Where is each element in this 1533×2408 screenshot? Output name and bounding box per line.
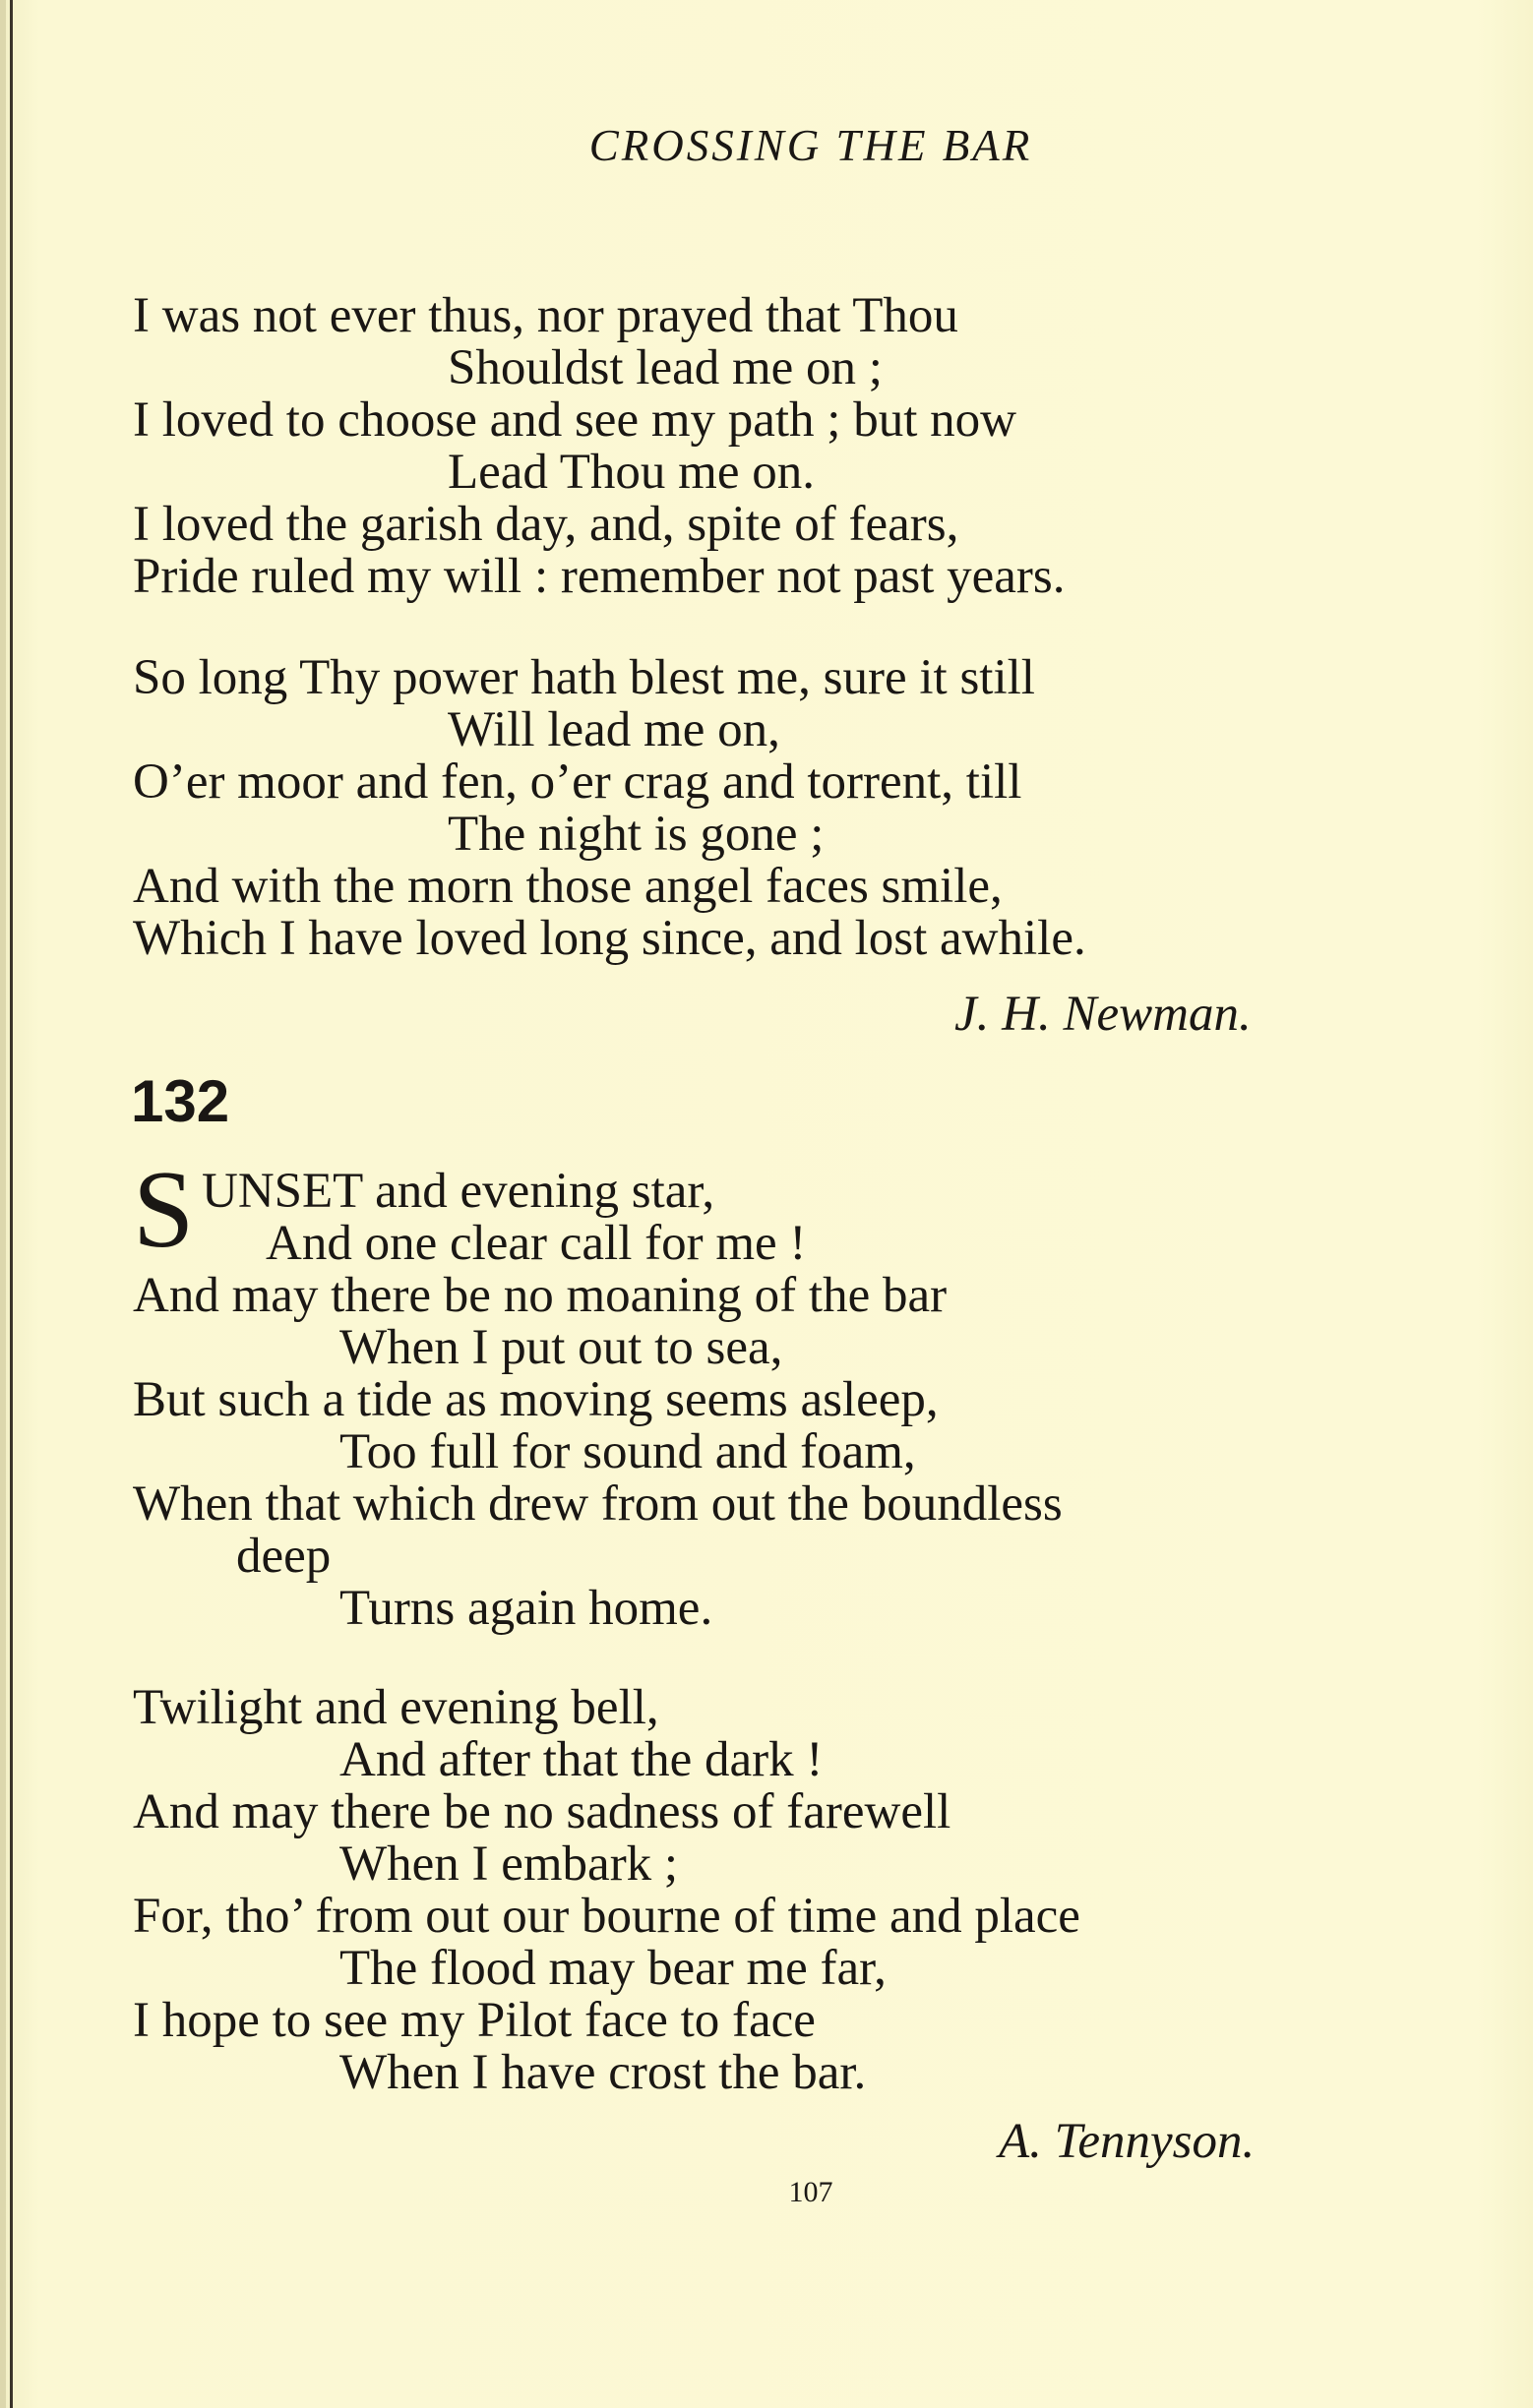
page-edge	[0, 0, 6, 2408]
poem-line: So long Thy power hath blest me, sure it still	[133, 650, 1035, 705]
tennyson-stanza-1	[133, 1166, 1063, 1635]
page-number: 107	[788, 2176, 833, 2208]
poem-line: And after that the dark !	[339, 1732, 824, 1787]
newman-stanza-1	[133, 290, 1066, 603]
poem-line: When I put out to sea,	[339, 1320, 783, 1375]
tennyson-stanza-2	[133, 1682, 1080, 2099]
poem-line: I loved the garish day, and, spite of fears,	[133, 497, 959, 552]
author-newman: J. H. Newman.	[954, 987, 1252, 1042]
author-tennyson: A. Tennyson.	[999, 2114, 1256, 2169]
newman-stanza-2	[133, 652, 1086, 965]
poem-line: And may there be no sadness of farewell	[133, 1784, 951, 1839]
poem-line: For, tho’ from out our bourne of time and place	[133, 1889, 1080, 1944]
hymn-number: 132	[131, 1068, 230, 1134]
poem-line: When that which drew from out the boundless	[133, 1476, 1063, 1532]
poem-line: Lead Thou me on.	[448, 445, 815, 500]
poem-line: deep	[236, 1529, 332, 1584]
poem-line: Which I have loved long since, and lost awhile.	[133, 911, 1086, 966]
poem-line: Too full for sound and foam,	[339, 1424, 916, 1479]
poem-line: O’er moor and fen, o’er crag and torrent, till	[133, 754, 1022, 810]
poem-line: I hope to see my Pilot face to face	[133, 1993, 816, 2048]
running-head: CROSSING THE BAR	[588, 121, 1033, 170]
poem-line: Twilight and evening bell,	[133, 1680, 659, 1735]
poem-line: When I have crost the bar.	[339, 2045, 867, 2100]
poem-line: The night is gone ;	[448, 807, 825, 862]
poem-line: When I embark ;	[339, 1836, 679, 1892]
binding-line	[10, 0, 13, 2408]
poem-line: And with the morn those angel faces smile,	[133, 859, 1003, 914]
poem-line: Pride ruled my will : remember not past years.	[133, 549, 1066, 604]
poem-line: The flood may bear me far,	[339, 1941, 887, 1996]
poem-line: I was not ever thus, nor prayed that Thou	[133, 288, 958, 343]
poem-line: But such a tide as moving seems asleep,	[133, 1372, 939, 1427]
poem-line: UNSET and evening star,	[202, 1164, 715, 1219]
poem-line: And one clear call for me !	[266, 1216, 807, 1271]
poem-line: Turns again home.	[339, 1581, 713, 1636]
poem-line: Shouldst lead me on ;	[448, 340, 883, 395]
poem-line: I loved to choose and see my path ; but now	[133, 392, 1016, 448]
drop-cap: S	[133, 1149, 195, 1271]
poem-line: And may there be no moaning of the bar	[133, 1268, 948, 1323]
poem-line: Will lead me on,	[448, 702, 780, 757]
